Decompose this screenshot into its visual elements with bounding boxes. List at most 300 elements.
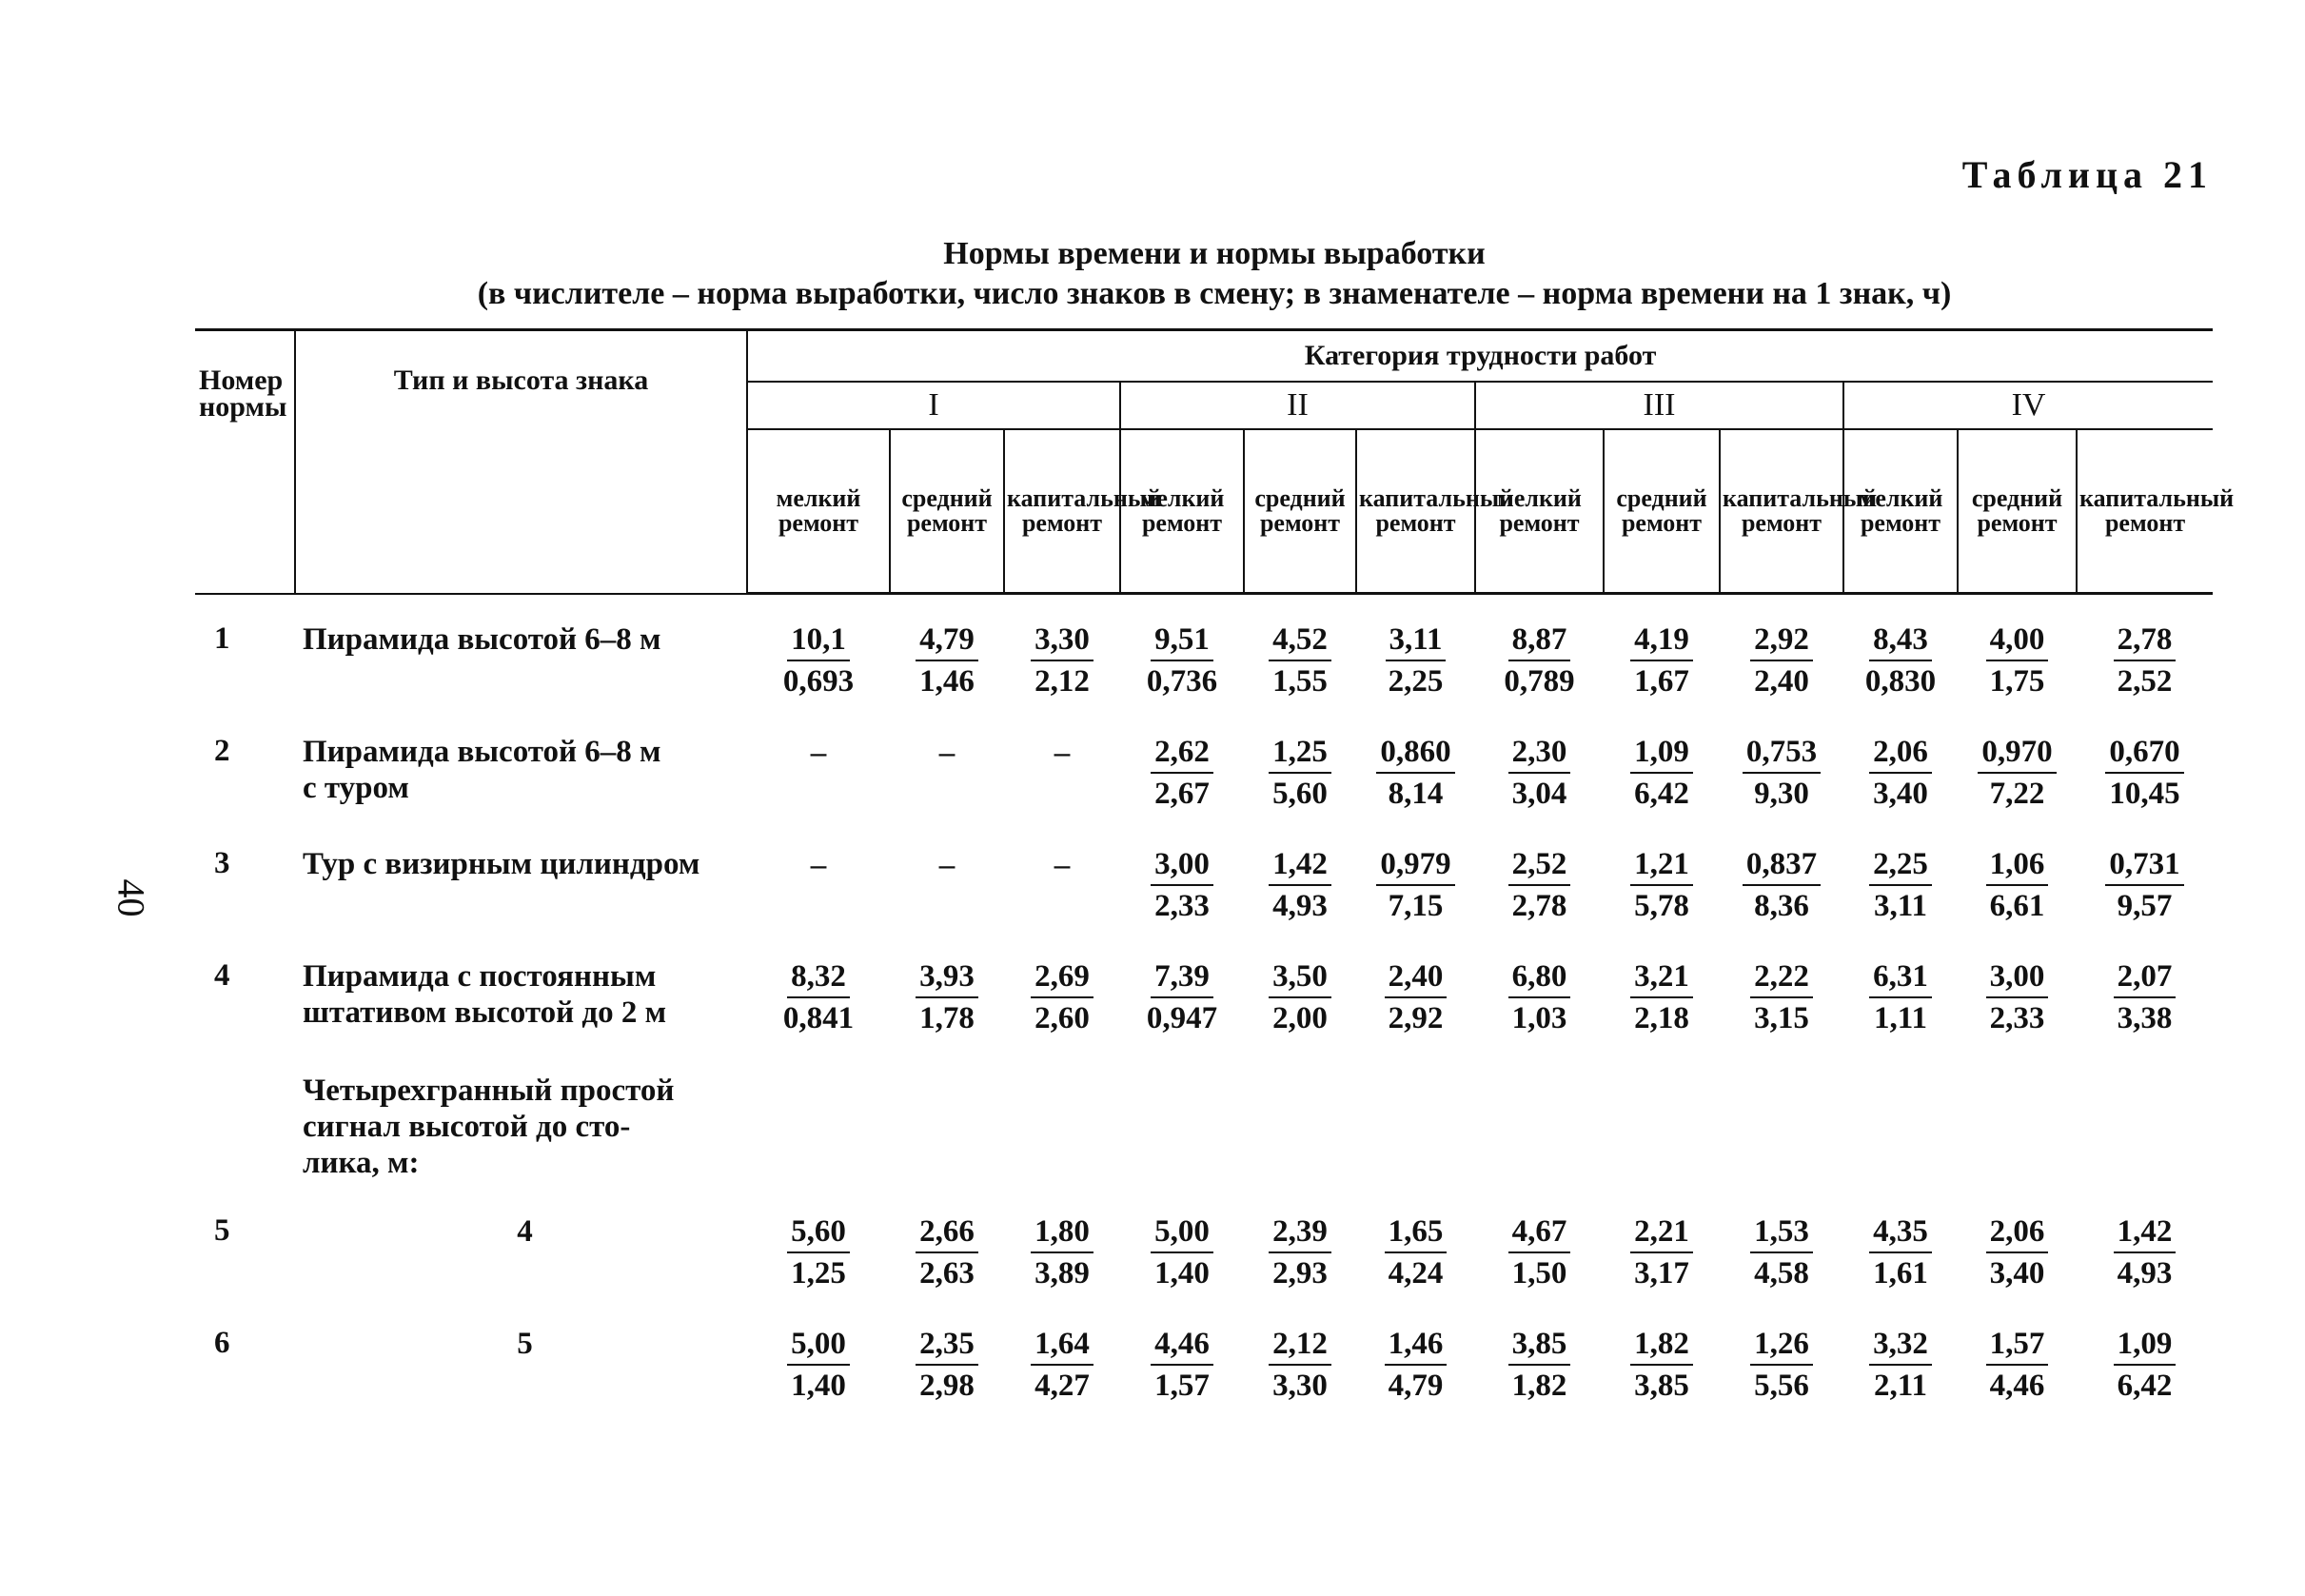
table-row bbox=[195, 932, 2213, 1044]
description-line: с туром bbox=[303, 771, 409, 805]
value-cell bbox=[1004, 707, 1120, 819]
time-norm: 3,89 bbox=[1034, 1256, 1090, 1291]
time-norm: 3,30 bbox=[1272, 1369, 1328, 1403]
fraction bbox=[1508, 1326, 1571, 1404]
value-cell bbox=[890, 1187, 1004, 1299]
output-norm: 1,57 bbox=[1986, 1326, 2049, 1366]
table-row bbox=[195, 819, 2213, 932]
table-row bbox=[195, 1187, 2213, 1299]
fraction bbox=[1151, 1213, 1213, 1291]
norm-number: 1 bbox=[214, 621, 230, 656]
value-cell bbox=[890, 1299, 1004, 1411]
fraction bbox=[1385, 958, 1448, 1036]
time-norm: 2,25 bbox=[1388, 664, 1444, 699]
time-norm: 2,11 bbox=[1874, 1369, 1927, 1403]
value-cell bbox=[1843, 1299, 1958, 1411]
value-cell bbox=[1604, 932, 1720, 1044]
fraction bbox=[1743, 846, 1821, 924]
fraction bbox=[1508, 1213, 1571, 1291]
fraction bbox=[1986, 1326, 2049, 1404]
value-cell bbox=[1244, 819, 1356, 932]
time-norm: 10,45 bbox=[2109, 777, 2180, 811]
value-cell bbox=[1004, 1187, 1120, 1299]
value-cell bbox=[1720, 1299, 1843, 1411]
fraction bbox=[1386, 621, 1447, 699]
time-norm: 1,61 bbox=[1873, 1256, 1928, 1291]
output-norm: 2,06 bbox=[1869, 734, 1932, 774]
fraction bbox=[1269, 846, 1331, 924]
output-norm: 1,09 bbox=[2114, 1326, 2177, 1366]
value-cell bbox=[890, 819, 1004, 932]
description-line: сигнал высотой до сто- bbox=[303, 1110, 631, 1144]
time-norm: 1,78 bbox=[919, 1001, 975, 1035]
time-norm: 9,57 bbox=[2117, 889, 2173, 923]
fraction bbox=[1630, 1326, 1693, 1404]
output-norm: 2,92 bbox=[1750, 621, 1813, 661]
value-cell bbox=[1004, 819, 1120, 932]
fraction bbox=[1750, 621, 1813, 699]
value-cell bbox=[890, 707, 1004, 819]
value-cell bbox=[1244, 932, 1356, 1044]
output-norm: 5,00 bbox=[787, 1326, 850, 1366]
fraction bbox=[1031, 1326, 1093, 1404]
value-cell bbox=[890, 594, 1004, 708]
time-norm: 1,11 bbox=[1874, 1001, 1927, 1035]
empty-dash: – bbox=[1054, 848, 1071, 882]
value-cell bbox=[1244, 594, 1356, 708]
header-category-2: II bbox=[1120, 382, 1475, 429]
time-norm: 2,63 bbox=[919, 1256, 975, 1291]
title-line-2: (в числителе – норма выработки, число знаков в смену; в знаменателе – норма времени на 1 знак, ч) bbox=[477, 276, 1952, 311]
output-norm: 3,93 bbox=[916, 958, 978, 998]
time-norm: 6,42 bbox=[1634, 777, 1689, 811]
fraction bbox=[1869, 734, 1932, 812]
time-norm: 4,58 bbox=[1754, 1256, 1809, 1291]
table-row bbox=[195, 594, 2213, 708]
fraction bbox=[1269, 621, 1331, 699]
time-norm: 2,67 bbox=[1154, 777, 1210, 811]
value-cell bbox=[747, 932, 890, 1044]
sign-description bbox=[295, 594, 747, 708]
output-norm: 3,85 bbox=[1508, 1326, 1571, 1366]
value-cell bbox=[1244, 707, 1356, 819]
fraction bbox=[1151, 846, 1213, 924]
fraction bbox=[1385, 1213, 1448, 1291]
value-cell bbox=[1958, 1187, 2077, 1299]
time-norm: 1,03 bbox=[1511, 1001, 1567, 1035]
value-cell bbox=[747, 1187, 890, 1299]
fraction bbox=[1147, 958, 1217, 1036]
empty-dash: – bbox=[810, 736, 827, 770]
value-cell bbox=[1356, 594, 1475, 708]
time-norm: 4,79 bbox=[1388, 1369, 1444, 1403]
value-cell bbox=[1356, 819, 1475, 932]
time-norm: 4,24 bbox=[1388, 1256, 1444, 1291]
value-cell bbox=[1720, 594, 1843, 708]
fraction bbox=[1508, 958, 1571, 1036]
output-norm: 4,52 bbox=[1269, 621, 1331, 661]
description-line: Пирамида высотой 6–8 м bbox=[303, 735, 661, 769]
time-norm: 9,30 bbox=[1754, 777, 1809, 811]
output-norm: 4,46 bbox=[1151, 1326, 1213, 1366]
value-cell bbox=[1720, 1187, 1843, 1299]
norm-number: 5 bbox=[214, 1213, 230, 1248]
output-norm: 0,670 bbox=[2105, 734, 2183, 774]
fraction bbox=[783, 958, 854, 1036]
value-cell bbox=[747, 819, 890, 932]
output-norm: 1,42 bbox=[1269, 846, 1331, 886]
output-norm: 1,80 bbox=[1031, 1213, 1093, 1253]
output-norm: 8,87 bbox=[1508, 621, 1571, 661]
output-norm: 7,39 bbox=[1151, 958, 1213, 998]
output-norm: 5,60 bbox=[787, 1213, 850, 1253]
header-repair-type: средний ремонт bbox=[1958, 429, 2077, 594]
output-norm: 2,52 bbox=[1508, 846, 1571, 886]
header-repair-type: средний ремонт bbox=[1244, 429, 1356, 594]
empty-dash: – bbox=[810, 848, 827, 882]
value-cell bbox=[1958, 819, 2077, 932]
output-norm: 1,64 bbox=[1031, 1326, 1093, 1366]
time-norm: 6,61 bbox=[1989, 889, 2045, 923]
value-cell bbox=[1004, 932, 1120, 1044]
time-norm: 1,25 bbox=[791, 1256, 846, 1291]
output-norm: 2,25 bbox=[1869, 846, 1932, 886]
output-norm: 1,82 bbox=[1630, 1326, 1693, 1366]
fraction bbox=[1151, 734, 1213, 812]
fraction bbox=[1031, 1213, 1093, 1291]
fraction bbox=[2114, 958, 2177, 1036]
fraction bbox=[1385, 1326, 1448, 1404]
output-norm: 3,00 bbox=[1151, 846, 1213, 886]
value-cell bbox=[1244, 1299, 1356, 1411]
output-norm: 0,731 bbox=[2105, 846, 2183, 886]
time-norm: 3,11 bbox=[1874, 889, 1927, 923]
fraction bbox=[1151, 1326, 1213, 1404]
fraction bbox=[1147, 621, 1217, 699]
output-norm: 1,21 bbox=[1630, 846, 1693, 886]
time-norm: 2,93 bbox=[1272, 1256, 1328, 1291]
output-norm: 4,79 bbox=[916, 621, 978, 661]
fraction bbox=[1750, 1326, 1813, 1404]
sign-description bbox=[295, 707, 747, 819]
fraction bbox=[916, 1326, 978, 1404]
header-repair-type: средний ремонт bbox=[1604, 429, 1720, 594]
value-cell bbox=[1958, 707, 2077, 819]
output-norm: 1,26 bbox=[1750, 1326, 1813, 1366]
fraction bbox=[1743, 734, 1821, 812]
value-cell bbox=[1843, 707, 1958, 819]
time-norm: 4,27 bbox=[1034, 1369, 1090, 1403]
description-line: штативом высотой до 2 м bbox=[303, 995, 667, 1030]
time-norm: 1,40 bbox=[791, 1369, 846, 1403]
time-norm: 0,693 bbox=[782, 664, 855, 699]
value-cell bbox=[1356, 1187, 1475, 1299]
output-norm: 0,860 bbox=[1376, 734, 1454, 774]
header-repair-type: капитальный ремонт bbox=[1004, 429, 1120, 594]
fraction bbox=[1986, 621, 2049, 699]
fraction bbox=[1986, 1213, 2049, 1291]
value-cell bbox=[2077, 1187, 2213, 1299]
output-norm: 2,66 bbox=[916, 1213, 978, 1253]
value-cell bbox=[1475, 707, 1604, 819]
value-cell bbox=[1843, 932, 1958, 1044]
value-cell bbox=[1604, 1299, 1720, 1411]
output-norm: 2,40 bbox=[1385, 958, 1448, 998]
time-norm: 3,17 bbox=[1634, 1256, 1689, 1291]
fraction bbox=[1750, 958, 1813, 1036]
value-cell bbox=[1004, 594, 1120, 708]
fraction bbox=[1986, 958, 2049, 1036]
time-norm: 3,15 bbox=[1754, 1001, 1809, 1035]
table-row bbox=[195, 1299, 2213, 1411]
time-norm: 5,60 bbox=[1272, 777, 1328, 811]
value-cell bbox=[1720, 819, 1843, 932]
output-norm: 0,979 bbox=[1376, 846, 1454, 886]
value-cell bbox=[2077, 1299, 2213, 1411]
fraction bbox=[916, 958, 978, 1036]
time-norm: 1,82 bbox=[1511, 1369, 1567, 1403]
description-line: Пирамида высотой 6–8 м bbox=[303, 621, 661, 657]
value-cell bbox=[1004, 1299, 1120, 1411]
value-cell bbox=[1120, 819, 1244, 932]
time-norm: 5,78 bbox=[1634, 889, 1689, 923]
output-norm: 2,78 bbox=[2114, 621, 2177, 661]
table-title bbox=[0, 234, 2305, 314]
value-cell bbox=[2077, 932, 2213, 1044]
table-row bbox=[195, 1044, 2213, 1187]
fraction bbox=[2114, 1326, 2177, 1404]
output-norm: 2,62 bbox=[1151, 734, 1213, 774]
output-norm: 1,25 bbox=[1269, 734, 1331, 774]
time-norm: 3,04 bbox=[1511, 777, 1567, 811]
fraction bbox=[787, 1326, 850, 1404]
norm-number: 6 bbox=[214, 1326, 230, 1360]
output-norm: 1,65 bbox=[1385, 1213, 1448, 1253]
header-repair-type: средний ремонт bbox=[890, 429, 1004, 594]
output-norm: 8,43 bbox=[1869, 621, 1932, 661]
fraction bbox=[1630, 1213, 1693, 1291]
time-norm: 2,78 bbox=[1511, 889, 1567, 923]
norm-number: 4 bbox=[214, 958, 230, 993]
time-norm: 0,789 bbox=[1504, 664, 1575, 699]
value-cell bbox=[1475, 932, 1604, 1044]
time-norm: 2,52 bbox=[2117, 664, 2173, 699]
header-repair-type: капитальный ремонт bbox=[1356, 429, 1475, 594]
time-norm: 1,75 bbox=[1989, 664, 2045, 699]
fraction bbox=[1750, 1213, 1813, 1291]
output-norm: 2,30 bbox=[1508, 734, 1571, 774]
fraction bbox=[1869, 1213, 1932, 1291]
fraction bbox=[1269, 734, 1331, 812]
header-repair-type: мелкий ремонт bbox=[747, 429, 890, 594]
time-norm: 2,00 bbox=[1272, 1001, 1328, 1035]
value-cell bbox=[747, 707, 890, 819]
header-repair-type: мелкий ремонт bbox=[1843, 429, 1958, 594]
output-norm: 6,80 bbox=[1508, 958, 1571, 998]
time-norm: 2,33 bbox=[1154, 889, 1210, 923]
output-norm: 3,32 bbox=[1869, 1326, 1932, 1366]
norm-number: 3 bbox=[214, 846, 230, 880]
fraction bbox=[1869, 958, 1932, 1036]
output-norm: 1,09 bbox=[1630, 734, 1693, 774]
fraction bbox=[916, 621, 978, 699]
time-norm: 5,56 bbox=[1754, 1369, 1809, 1403]
time-norm: 3,38 bbox=[2117, 1001, 2173, 1035]
value-cell bbox=[2077, 707, 2213, 819]
time-norm: 1,46 bbox=[919, 664, 975, 699]
empty-dash: – bbox=[938, 848, 955, 882]
value-cell bbox=[747, 1299, 890, 1411]
time-norm: 7,22 bbox=[1989, 777, 2045, 811]
time-norm: 2,60 bbox=[1034, 1001, 1090, 1035]
fraction bbox=[1869, 1326, 1932, 1404]
value-cell bbox=[2077, 594, 2213, 708]
time-norm: 6,42 bbox=[2117, 1369, 2173, 1403]
fraction bbox=[1504, 621, 1574, 699]
fraction bbox=[1630, 621, 1693, 699]
sign-description bbox=[295, 819, 747, 932]
output-norm: 2,06 bbox=[1986, 1213, 2049, 1253]
header-difficulty-category: Категория трудности работ bbox=[747, 330, 2213, 383]
value-cell bbox=[1120, 1187, 1244, 1299]
output-norm: 3,00 bbox=[1986, 958, 2049, 998]
output-norm: 6,31 bbox=[1869, 958, 1932, 998]
output-norm: 2,22 bbox=[1750, 958, 1813, 998]
time-norm: 0,841 bbox=[782, 1001, 855, 1035]
empty-dash: – bbox=[938, 736, 955, 770]
value-cell bbox=[1720, 932, 1843, 1044]
value-cell bbox=[1843, 594, 1958, 708]
header-repair-type: капитальный ремонт bbox=[2077, 429, 2213, 594]
output-norm: 4,00 bbox=[1986, 621, 2049, 661]
output-norm: 0,837 bbox=[1743, 846, 1821, 886]
header-repair-type: мелкий ремонт bbox=[1120, 429, 1244, 594]
description-line: Четырехгранный простой bbox=[303, 1074, 675, 1108]
time-norm: 3,40 bbox=[1873, 777, 1928, 811]
output-norm: 0,753 bbox=[1743, 734, 1821, 774]
time-norm: 1,55 bbox=[1272, 664, 1328, 699]
sign-description: 4 bbox=[517, 1214, 533, 1249]
value-cell bbox=[1843, 1187, 1958, 1299]
value-cell bbox=[2077, 819, 2213, 932]
fraction bbox=[1269, 958, 1331, 1036]
output-norm: 2,35 bbox=[916, 1326, 978, 1366]
fraction bbox=[2105, 734, 2183, 812]
empty-dash: – bbox=[1054, 736, 1071, 770]
time-norm: 2,12 bbox=[1034, 664, 1090, 699]
time-norm: 1,57 bbox=[1154, 1369, 1210, 1403]
fraction bbox=[916, 1213, 978, 1291]
header-repair-type: капитальный ремонт bbox=[1720, 429, 1843, 594]
output-norm: 0,970 bbox=[1978, 734, 2056, 774]
value-cell bbox=[747, 594, 890, 708]
time-norm: 1,40 bbox=[1154, 1256, 1210, 1291]
fraction bbox=[1630, 958, 1693, 1036]
fraction bbox=[1865, 621, 1936, 699]
value-cell bbox=[1356, 1299, 1475, 1411]
title-line-1: Нормы времени и нормы выработки bbox=[943, 236, 1486, 271]
time-norm: 0,830 bbox=[1864, 664, 1937, 699]
fraction bbox=[1978, 734, 2056, 812]
time-norm: 4,46 bbox=[1989, 1369, 2045, 1403]
value-cell bbox=[1843, 819, 1958, 932]
time-norm: 2,98 bbox=[919, 1369, 975, 1403]
time-norm: 0,736 bbox=[1146, 664, 1218, 699]
output-norm: 2,69 bbox=[1031, 958, 1093, 998]
fraction bbox=[2105, 846, 2183, 924]
value-cell bbox=[1244, 1187, 1356, 1299]
output-norm: 1,53 bbox=[1750, 1213, 1813, 1253]
description-line: Пирамида с постоянным bbox=[303, 959, 657, 994]
time-norm: 4,93 bbox=[2117, 1256, 2173, 1291]
time-norm: 2,33 bbox=[1989, 1001, 2045, 1035]
header-category-1: I bbox=[747, 382, 1120, 429]
norm-number: 2 bbox=[214, 734, 230, 768]
fraction bbox=[1269, 1326, 1331, 1404]
output-norm: 3,11 bbox=[1386, 621, 1447, 661]
value-cell bbox=[1958, 594, 2077, 708]
value-cell bbox=[1120, 707, 1244, 819]
value-cell bbox=[1475, 819, 1604, 932]
fraction bbox=[787, 1213, 850, 1291]
value-cell bbox=[1356, 932, 1475, 1044]
time-norm: 4,93 bbox=[1272, 889, 1328, 923]
value-cell bbox=[1356, 707, 1475, 819]
value-cell bbox=[1120, 1299, 1244, 1411]
value-cell bbox=[1604, 1187, 1720, 1299]
header-norm-number: Номер нормы bbox=[195, 330, 295, 594]
fraction bbox=[2114, 621, 2177, 699]
group-description bbox=[295, 1044, 747, 1187]
page-number: 40 bbox=[109, 878, 153, 917]
fraction bbox=[1031, 958, 1093, 1036]
fraction bbox=[1630, 846, 1693, 924]
output-norm: 4,35 bbox=[1869, 1213, 1932, 1253]
value-cell bbox=[1958, 932, 2077, 1044]
time-norm: 1,67 bbox=[1634, 664, 1689, 699]
fraction bbox=[1869, 846, 1932, 924]
header-category-4: IV bbox=[1843, 382, 2213, 429]
fraction bbox=[1630, 734, 1693, 812]
value-cell bbox=[1475, 594, 1604, 708]
table-label: Таблица 21 bbox=[1961, 153, 2213, 196]
time-norm: 2,40 bbox=[1754, 664, 1809, 699]
fraction bbox=[1508, 846, 1571, 924]
time-norm: 2,92 bbox=[1388, 1001, 1444, 1035]
time-norm: 3,40 bbox=[1989, 1256, 2045, 1291]
value-cell bbox=[1120, 594, 1244, 708]
sign-description: 5 bbox=[517, 1327, 533, 1361]
description-line: лика, м: bbox=[303, 1146, 420, 1180]
output-norm: 8,32 bbox=[787, 958, 850, 998]
value-cell bbox=[1720, 707, 1843, 819]
time-norm: 7,15 bbox=[1388, 889, 1444, 923]
time-norm: 2,18 bbox=[1634, 1001, 1689, 1035]
output-norm: 2,07 bbox=[2114, 958, 2177, 998]
description-line: Тур с визирным цилиндром bbox=[303, 847, 700, 881]
fraction bbox=[1269, 1213, 1331, 1291]
time-norm: 8,36 bbox=[1754, 889, 1809, 923]
norms-table bbox=[195, 328, 2235, 1411]
output-norm: 3,30 bbox=[1031, 621, 1093, 661]
output-norm: 2,21 bbox=[1630, 1213, 1693, 1253]
value-cell bbox=[1604, 819, 1720, 932]
time-norm: 1,50 bbox=[1511, 1256, 1567, 1291]
output-norm: 5,00 bbox=[1151, 1213, 1213, 1253]
output-norm: 4,19 bbox=[1630, 621, 1693, 661]
fraction bbox=[1508, 734, 1571, 812]
value-cell bbox=[1958, 1299, 2077, 1411]
